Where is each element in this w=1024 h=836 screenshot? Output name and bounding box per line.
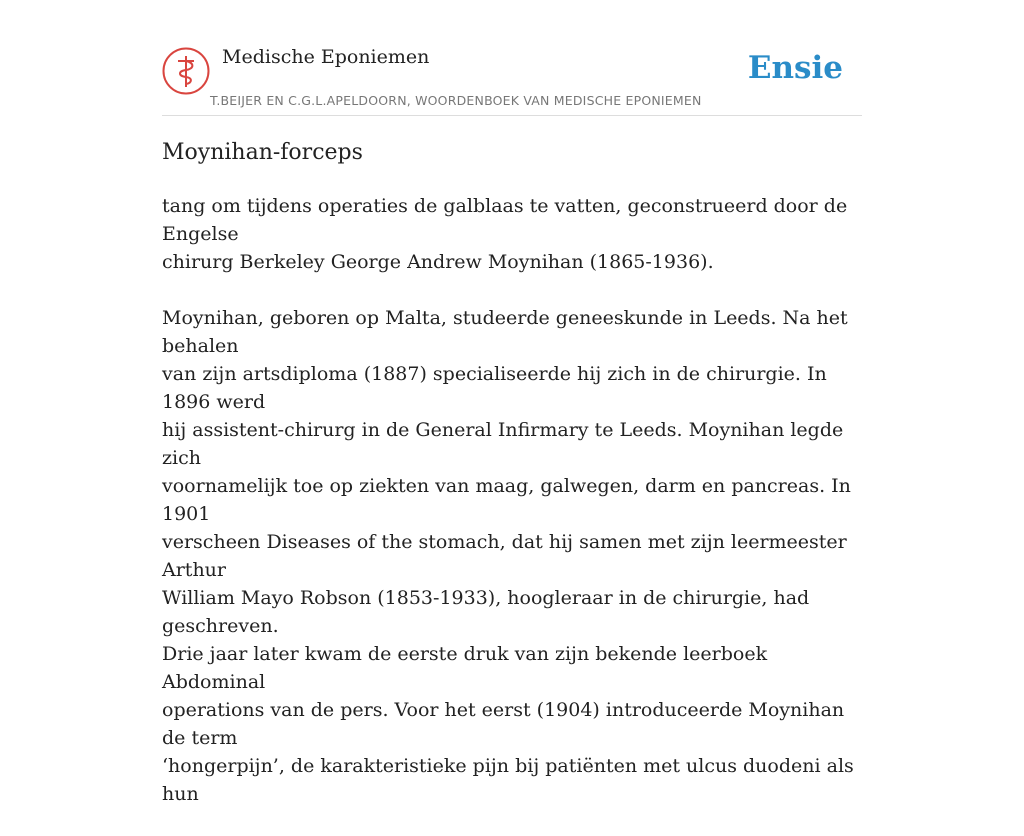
caduceus-icon (162, 47, 210, 95)
entry-paragraph: tang om tijdens operaties de galblaas te vatten, geconstrueerd door de Engelse chirurg Berkeley George Andrew Moynihan (1865-1936). (162, 195, 848, 273)
brand-logo[interactable]: Ensie (747, 50, 843, 86)
entry-paragraph: Moynihan, geboren op Malta, studeerde geneeskunde in Leeds. Na het behalen van zijn artsdiploma (1887) specialiseerde hij zich in de chirurgie. In 1896 werd hij assistent-chirurg in de General Infirmary te Leeds. Moynihan legde zich voornamelijk toe op ziekten van maag, galwegen, darm en pancreas. In 1901 verscheen Diseases of the stomach, dat hij samen met zijn leermeester Arthur William Mayo Robson (1853-1933), hoogleraar in de chirurgie, had geschreven. Drie jaar later kwam de eerste druk van zijn bekende leerboek Abdominal operations van de pers. Voor het eerst (1904) introduceerde Moynihan de term ‘hongerpijn’, de karakteristieke pijn bij patiënten met ulcus duodeni als hun (162, 307, 854, 805)
entry-title: Moynihan-forceps (162, 140, 363, 165)
source-title[interactable]: Medische Eponiemen (222, 46, 430, 68)
divider (162, 115, 862, 116)
entry-body (162, 192, 862, 836)
source-subtitle: T.BEIJER EN C.G.L.APELDOORN, WOORDENBOEK VAN MEDISCHE EPONIEMEN (210, 93, 702, 108)
